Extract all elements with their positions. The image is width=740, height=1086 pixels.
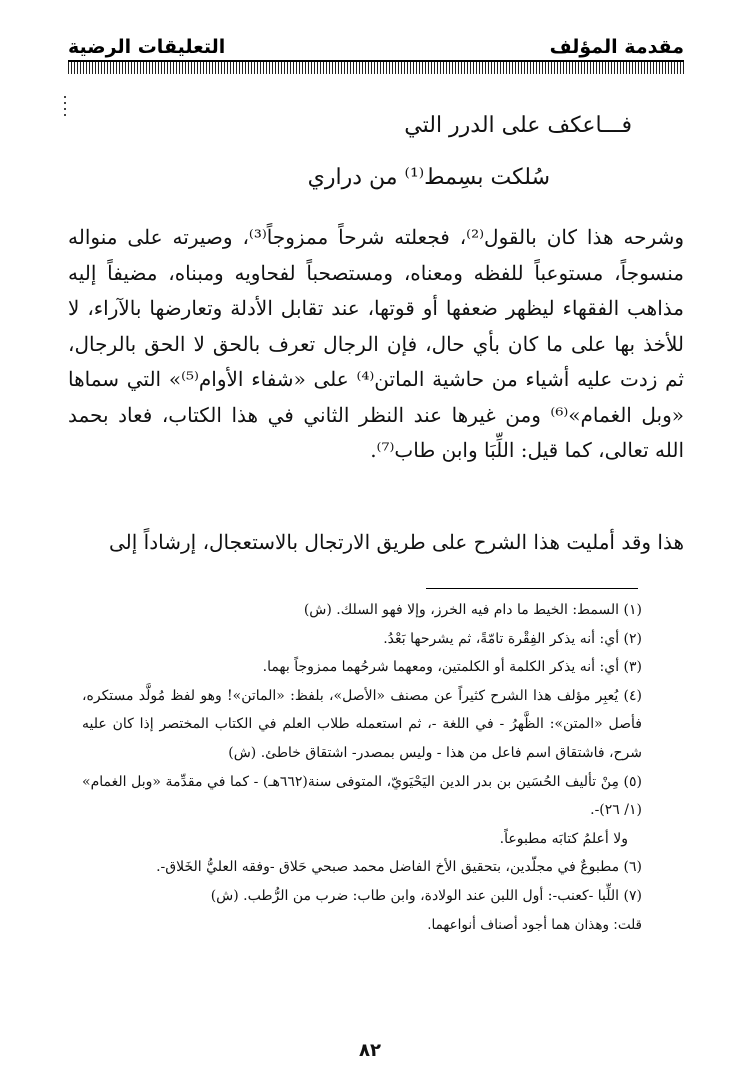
body-paragraph-2: هذا وقد أمليت هذا الشرح على طريق الارتجال بالاستعجال، إرشاداً إلى — [109, 530, 684, 554]
footnote-3: (٣) أي: أنه يذكر الكلمة أو الكلمتين، ومعهما شرحُهما ممزوجاً بهما. — [262, 659, 642, 676]
footnote-5-continuation: ولا أعلمُ كتابَه مطبوعاً. — [499, 830, 628, 847]
poem-line-2: سُلكت بسِمط⁽¹⁾ من دراري — [307, 165, 550, 190]
chapter-title: مقدمة المؤلف — [549, 36, 684, 58]
footnote-6: (٦) مطبوعٌ في مجلّدين، بتحقيق الأخ الفاضل محمد صبحي حَلاق -وفقه العليُّ الخَلاق-. — [156, 859, 642, 876]
header-rule — [68, 60, 684, 74]
body-paragraph-1: وشرحه هذا كان بالقول⁽²⁾، فجعلته شرحاً ممزوجاً⁽³⁾، وصيرته على منواله منسوجاً، مستوعباً للفظه ومعناه، ومستصحباً لفحاويه ومبناه، مضيفاً إليه مذاهب الفقهاء ليظهر ضعفها أو قوتها، عند تقابل الأدلة وتعارضها بالآراء، لا للأخذ بها على ما كان بأي حال، فإن الرجال تعرف بالحق لا الحق بالرجال، ثم زدت عليه أشياء من حاشية الماتن⁽⁴⁾ على «شفاء الأوام⁽⁵⁾» التي سماها «وبل الغمام»⁽⁶⁾ ومن غيرها عند النظر الثاني في هذا الكتاب، فعاد بحمد الله تعالى، كما قيل: اللِّبَا وابن طاب⁽⁷⁾. — [68, 225, 685, 462]
running-header — [68, 22, 684, 58]
footnote-1: (١) السمط: الخيط ما دام فيه الخرز، وإلا فهو السلك. (ش) — [303, 602, 642, 618]
footnote-5: (٥) مِنْ تأليف الحُسَين بن بدر الدين اليَحْيَويّ، المتوفى سنة(٦٦٢هـ) - كما في مقدِّمة «وبل الغمام» (١/ ٢٦)-. — [82, 773, 642, 819]
poem-line-1: فـــاعكف على الدرر التي — [404, 113, 632, 138]
footnote-7-note: قلت: وهذان هما أجود أصناف أنواعهما. — [427, 916, 642, 933]
footnote-7: (٧) اللِّبا -كعنب-: أول اللبن عند الولادة، وابن طاب: ضرب من الرُّطب. (ش) — [210, 887, 642, 904]
book-title: التعليقات الرضية — [68, 36, 226, 58]
page-number: ٨٢ — [359, 1040, 381, 1061]
footnotes — [82, 596, 642, 939]
margin-mark — [64, 96, 66, 120]
footnote-separator — [426, 588, 638, 589]
footnote-4: (٤) يُعبِر مؤلف هذا الشرح كثيراً عن مصنف «الأصل»، بلفظ: «الماتن»! وهو لفظ مُولَّد مستكره، فأصل «المتن»: الظَّهرُ - في اللغة -، ثم استعمله طلاب العلم في الكتاب المختصر إذا كان عليه شرح، فاشتقاق اسم فاعل من هذا - وليس بمصدر- اشتقاق خاطئ. (ش) — [82, 687, 642, 761]
footnote-2: (٢) أي: أنه يذكر الفِقْرة تامّةً، ثم يشرحها بَعْدُ. — [383, 630, 642, 647]
